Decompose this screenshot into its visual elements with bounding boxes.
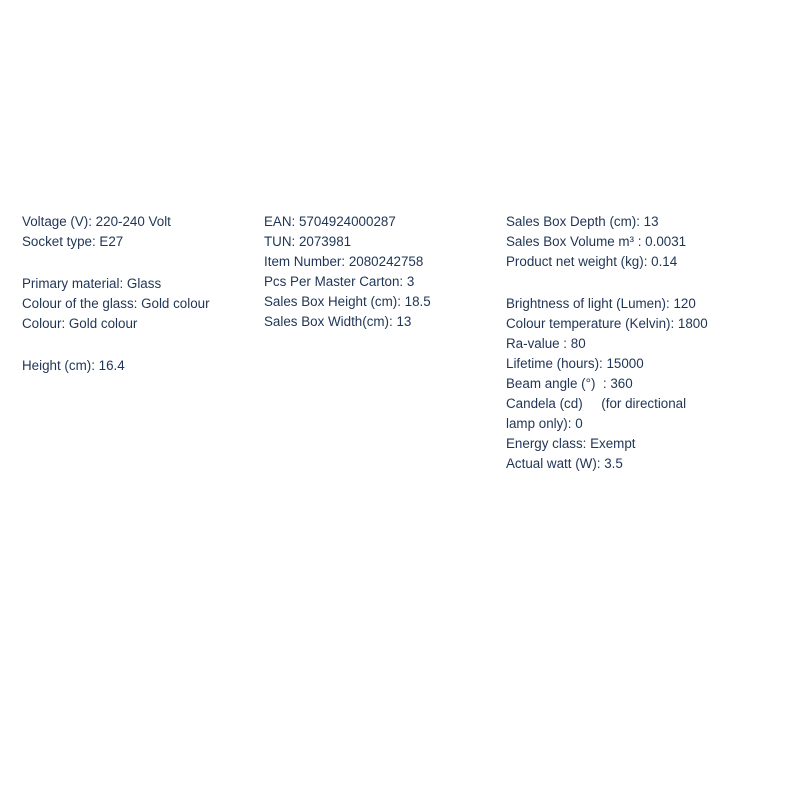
spec-candela-continued: lamp only): 0 xyxy=(506,416,583,431)
spec-voltage: Voltage (V): 220-240 Volt xyxy=(22,214,171,229)
spec-column-electrical-material xyxy=(22,212,252,376)
spec-beam-angle: Beam angle (°) : 360 xyxy=(506,376,633,391)
spec-tun: TUN: 2073981 xyxy=(264,234,352,249)
spec-height: Height (cm): 16.4 xyxy=(22,358,125,373)
spec-box-width: Sales Box Width(cm): 13 xyxy=(264,314,412,329)
spec-socket-type: Socket type: E27 xyxy=(22,234,124,249)
spacer xyxy=(506,272,776,294)
spec-glass-colour: Colour of the glass: Gold colour xyxy=(22,296,210,311)
spec-lifetime: Lifetime (hours): 15000 xyxy=(506,356,644,371)
spec-candela: Candela (cd) (for directional xyxy=(506,396,687,411)
spec-actual-watt: Actual watt (W): 3.5 xyxy=(506,456,623,471)
spec-ean: EAN: 5704924000287 xyxy=(264,214,396,229)
spec-ra-value: Ra-value : 80 xyxy=(506,336,586,351)
spec-pcs-per-carton: Pcs Per Master Carton: 3 xyxy=(264,274,415,289)
spec-column-identification-packaging xyxy=(264,212,494,332)
spec-brightness: Brightness of light (Lumen): 120 xyxy=(506,296,696,311)
spec-colour-temperature: Colour temperature (Kelvin): 1800 xyxy=(506,316,708,331)
spec-energy-class: Energy class: Exempt xyxy=(506,436,636,451)
spec-box-depth: Sales Box Depth (cm): 13 xyxy=(506,214,659,229)
spec-item-number: Item Number: 2080242758 xyxy=(264,254,424,269)
spec-primary-material: Primary material: Glass xyxy=(22,276,162,291)
spec-box-volume: Sales Box Volume m³ : 0.0031 xyxy=(506,234,687,249)
spec-box-height: Sales Box Height (cm): 18.5 xyxy=(264,294,431,309)
spec-colour: Colour: Gold colour xyxy=(22,316,138,331)
spec-net-weight: Product net weight (kg): 0.14 xyxy=(506,254,678,269)
spacer xyxy=(22,334,252,356)
spec-column-box-lighting xyxy=(506,212,776,474)
spacer xyxy=(22,252,252,274)
